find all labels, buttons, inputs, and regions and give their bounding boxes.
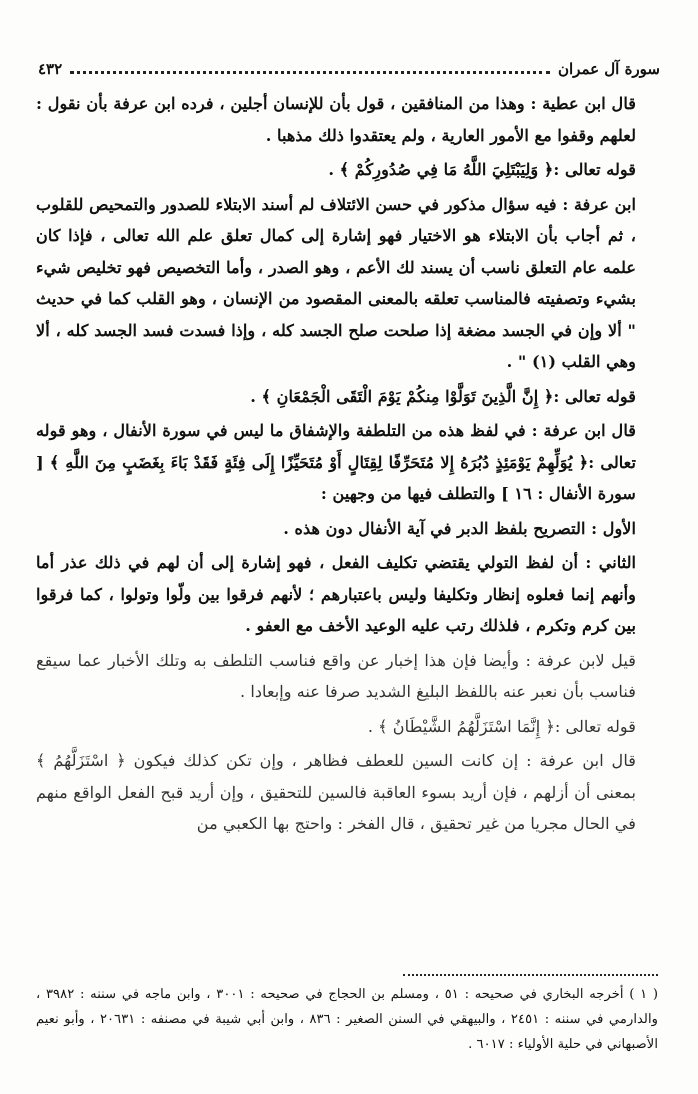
footnote-1: ( ١ ) أخرجه البخاري في صحيحه : ٥١ ، ومسلم بن الحجاج في صحيحه : ٣٠٠١ ، وابن ماجه في سننه : ٣٩٨٢ ، والدارمي في سننه : ٢٤٥١ ، والبيهقي في السنن الصغير : ٨٣٦ ، وابن أبي شيبة في مصنفه : ٢٠٦٣١ ، وأبو نعيم الأصبهاني في حلية الأولياء : ٦٠١٧ . xyxy=(36,987,659,1052)
paragraph-ibn-atiyya: قال ابن عطية : وهذا من المنافقين ، قول بأن للإنسان أجلين ، فرده ابن عرفة بأن نقول : لعلهم وقفوا مع الأمور العارية ، ولم يعتقدوا ذلك مذهبا . xyxy=(36,94,636,145)
paragraph-ibn-arafa-2: قال ابن عرفة : في لفظ هذه من التلطفة والإشفاق ما ليس في سورة الأنفال ، وهو قوله تعالى :﴿ يُوَلِّهِمْ يَوْمَئِذٍ دُبُرَهُ إِلا مُتَحَرِّفًا لِقِتَالٍ أَوْ مُتَحَيِّزًا إِلَى فِئَةٍ فَقَدْ بَاءَ بِغَضَبٍ مِنَ اللَّهِ ﴾ [ سورة الأنفال : ١٦ ] والتطلف فيها من وجهين : xyxy=(36,421,636,503)
verse-heading-3: قوله تعالى :﴿ إِنَّمَا اسْتَزَلَّهُمُ الشَّيْطَانُ ﴾ . xyxy=(367,716,636,736)
verse-heading-2: قوله تعالى :﴿ إِنَّ الَّذِينَ تَوَلَّوْا مِنكُمْ يَوْمَ الْتَقَى الْجَمْعَانِ ﴾ . xyxy=(250,386,636,406)
footnotes xyxy=(36,982,658,1057)
paragraph-ibn-arafa-1: ابن عرفة : فيه سؤال مذكور في حسن الائتلاف لم أسند الابتلاء للصدور والتمحيص للقلوب ، ثم أجاب بأن الابتلاء هو الاختيار فهو إشارة إلى كمال تعلق علم الله تعالى ، فإذا كان علمه عام التعلق ناسب أن يسند لك الأعم ، وهو الصدر ، وأما التخصيص فهو تخليص شيء بشيء وتصفيته فالمناسب تعلقه بالمعنى المقصود من الإنسان ، وهو القلب كما في حديث " ألا وإن في الجسد مضغة إذا صلحت صلح الجسد كله ، وإذا فسدت فسد الجسد كله ، ألا وهي القلب (١) " . xyxy=(36,194,636,371)
paragraph-ibn-arafa-3: قال ابن عرفة : إن كانت السين للعطف فظاهر ، وإن تكن كذلك فيكون ﴿ اسْتَزَلَّهُمُ ﴾ بمعنى أن أزلهم ، فإن أريد بسوء العاقبة فالسين للتحقيق ، وإن أريد قبح الفعل الواقع منهم في الحال مجريا من غير تحقيق ، قال الفخر : واحتج بها الكعبي من xyxy=(36,751,636,833)
header-dotted-rule xyxy=(70,71,550,74)
page-number: ٤٣٢ xyxy=(38,60,63,78)
main-text xyxy=(36,88,658,843)
paragraph-objection: قيل لابن عرفة : وأيضا فإن هذا إخبار عن واقع فناسب التلطف به وتلك الأخبار عما سيقع فناسب بأن نعبر عنه باللفظ البليغ الشديد صرفا عنه وإبعادا . xyxy=(36,650,636,701)
footnote-separator xyxy=(403,974,658,976)
paragraph-second-point: الثاني : أن لفظ التولي يقتضي تكليف الفعل ، فهو إشارة إلى أن لهم في ذلك عذر أما وأنهم إنما فعلوه إنظار وتكليفا وليس باعتبارهم ؛ لأنهم فرقوا بين ولّوا وتولوا ، كما فرقوا بين كرم وتكرم ، فلذلك رتب عليه الوعيد الأخف مع العفو . xyxy=(36,553,636,635)
verse-heading-1: قوله تعالى :﴿ وَلِيَبْتَلِيَ اللَّهُ مَا فِي صُدُورِكُمْ ﴾ . xyxy=(328,160,636,179)
surah-title: سورة آل عمران xyxy=(557,60,660,78)
page-header xyxy=(38,58,660,80)
paragraph-first-point: الأول : التصريح بلفظ الدبر في آية الأنفال دون هذه . xyxy=(283,518,636,538)
